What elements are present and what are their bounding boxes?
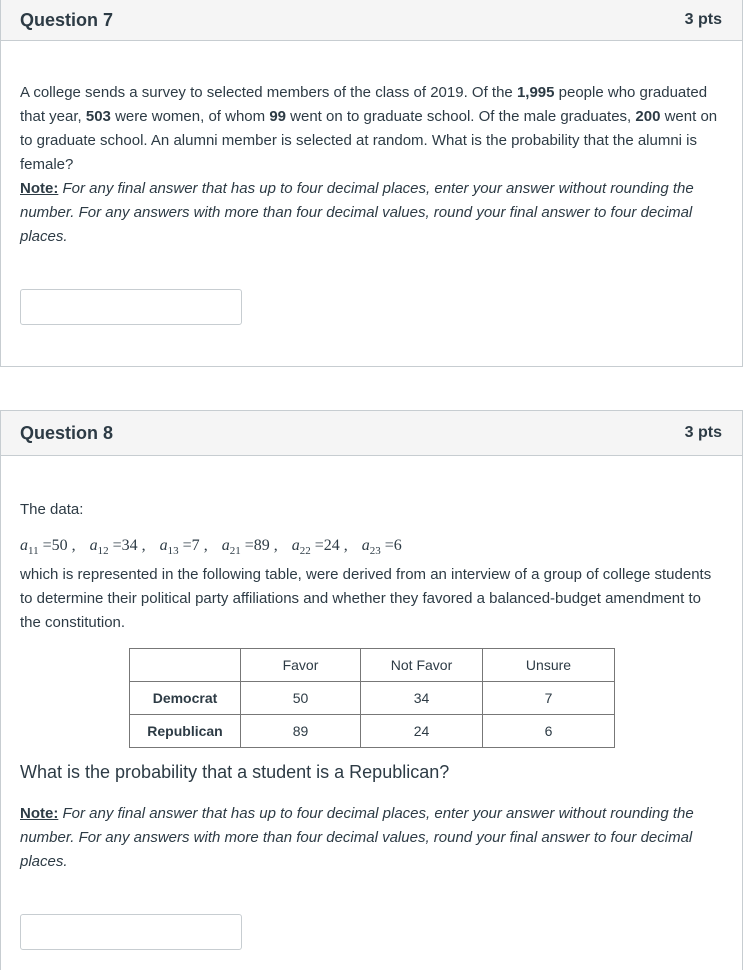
term-val: =24 [314,537,340,554]
table-header-row [130,649,615,682]
term-val: =7 [182,537,200,554]
prompt-text: went on to graduate school. Of the male graduates, [286,108,636,125]
question-points: 3 pts [684,11,722,28]
note-text: For any final answer that has up to four decimal places, enter your answer without rounding the number. For any answers with more than four decimal values, round your final answer to four decimal places. [20,805,694,871]
question-points: 3 pts [684,424,722,441]
data-term [362,534,402,563]
rounding-note [20,177,723,249]
term-var: a [291,537,300,554]
term-sub: 22 [299,545,311,558]
question-8-card [0,410,743,970]
prompt-text: went on to graduate school. An alumni member is selected at random. What is the probability that the alumni is female? [20,108,718,173]
table-header: Not Favor [361,649,483,682]
term-sep: , [71,537,76,554]
note-text: For any final answer that has up to four decimal places, enter your answer without rounding the number. For any answers with more than four decimal values, round your final answer to four decimal places. [20,180,694,245]
term-var: a [159,537,168,554]
table-header: Unsure [483,649,615,682]
data-term [20,534,76,563]
term-sub: 11 [28,545,39,558]
term-var: a [221,537,230,554]
data-description: which is represented in the following table, were derived from an interview of a group of college students to determine their political party affiliations and whether they favored a balanced-budget amendment to the constitution. [20,566,712,632]
male-grad-count: 200 [635,108,661,125]
term-sep: , [343,537,348,554]
question-7-card [0,0,743,367]
table-header [130,649,241,682]
term-var: a [89,537,98,554]
table-cell: 7 [483,682,615,715]
data-term [292,534,348,563]
total-count: 1,995 [516,84,555,101]
term-var: a [361,537,370,554]
data-term [90,534,146,563]
question-header [1,0,742,41]
table-cell: 34 [361,682,483,715]
prompt-text: were women, of whom [110,108,270,125]
term-val: =50 [42,537,68,554]
question-prompt [20,81,723,177]
term-val: =89 [244,537,270,554]
term-var: a [20,537,28,554]
women-grad-count: 99 [269,108,286,125]
table-header: Favor [241,649,361,682]
note-label: Note: [20,805,59,823]
term-sub: 21 [229,545,241,558]
answer-input[interactable] [20,914,242,950]
question-body [1,81,742,325]
term-sub: 23 [369,545,381,558]
data-label: The data: [20,501,84,518]
term-val: =6 [384,537,402,554]
row-label: Democrat [130,682,241,715]
data-terms [20,534,723,563]
term-sub: 13 [167,545,179,558]
term-sep: , [141,537,146,554]
term-sub: 12 [97,545,109,558]
table-cell: 50 [241,682,361,715]
question-title: Question 8 [20,422,114,443]
affiliation-table [129,648,615,748]
table-cell: 24 [361,715,483,748]
table-cell: 89 [241,715,361,748]
prompt-text: people who graduated that year, [20,84,708,125]
women-count: 503 [85,108,111,125]
table-cell: 6 [483,715,615,748]
term-sep: , [203,537,208,554]
table-row [130,715,615,748]
data-term [222,534,278,563]
data-term [160,534,208,563]
question-body [1,498,742,950]
question-header [1,411,742,456]
term-sep: , [273,537,278,554]
rounding-note [20,802,723,874]
note-label: Note: [20,180,59,197]
table-row [130,682,615,715]
term-val: =34 [112,537,138,554]
answer-input[interactable] [20,289,242,325]
question-title: Question 7 [20,9,114,30]
question-prompt: What is the probability that a student is a Republican? [20,762,450,783]
row-label: Republican [130,715,241,748]
prompt-text: A college sends a survey to selected members of the class of 2019. Of the [20,84,517,101]
